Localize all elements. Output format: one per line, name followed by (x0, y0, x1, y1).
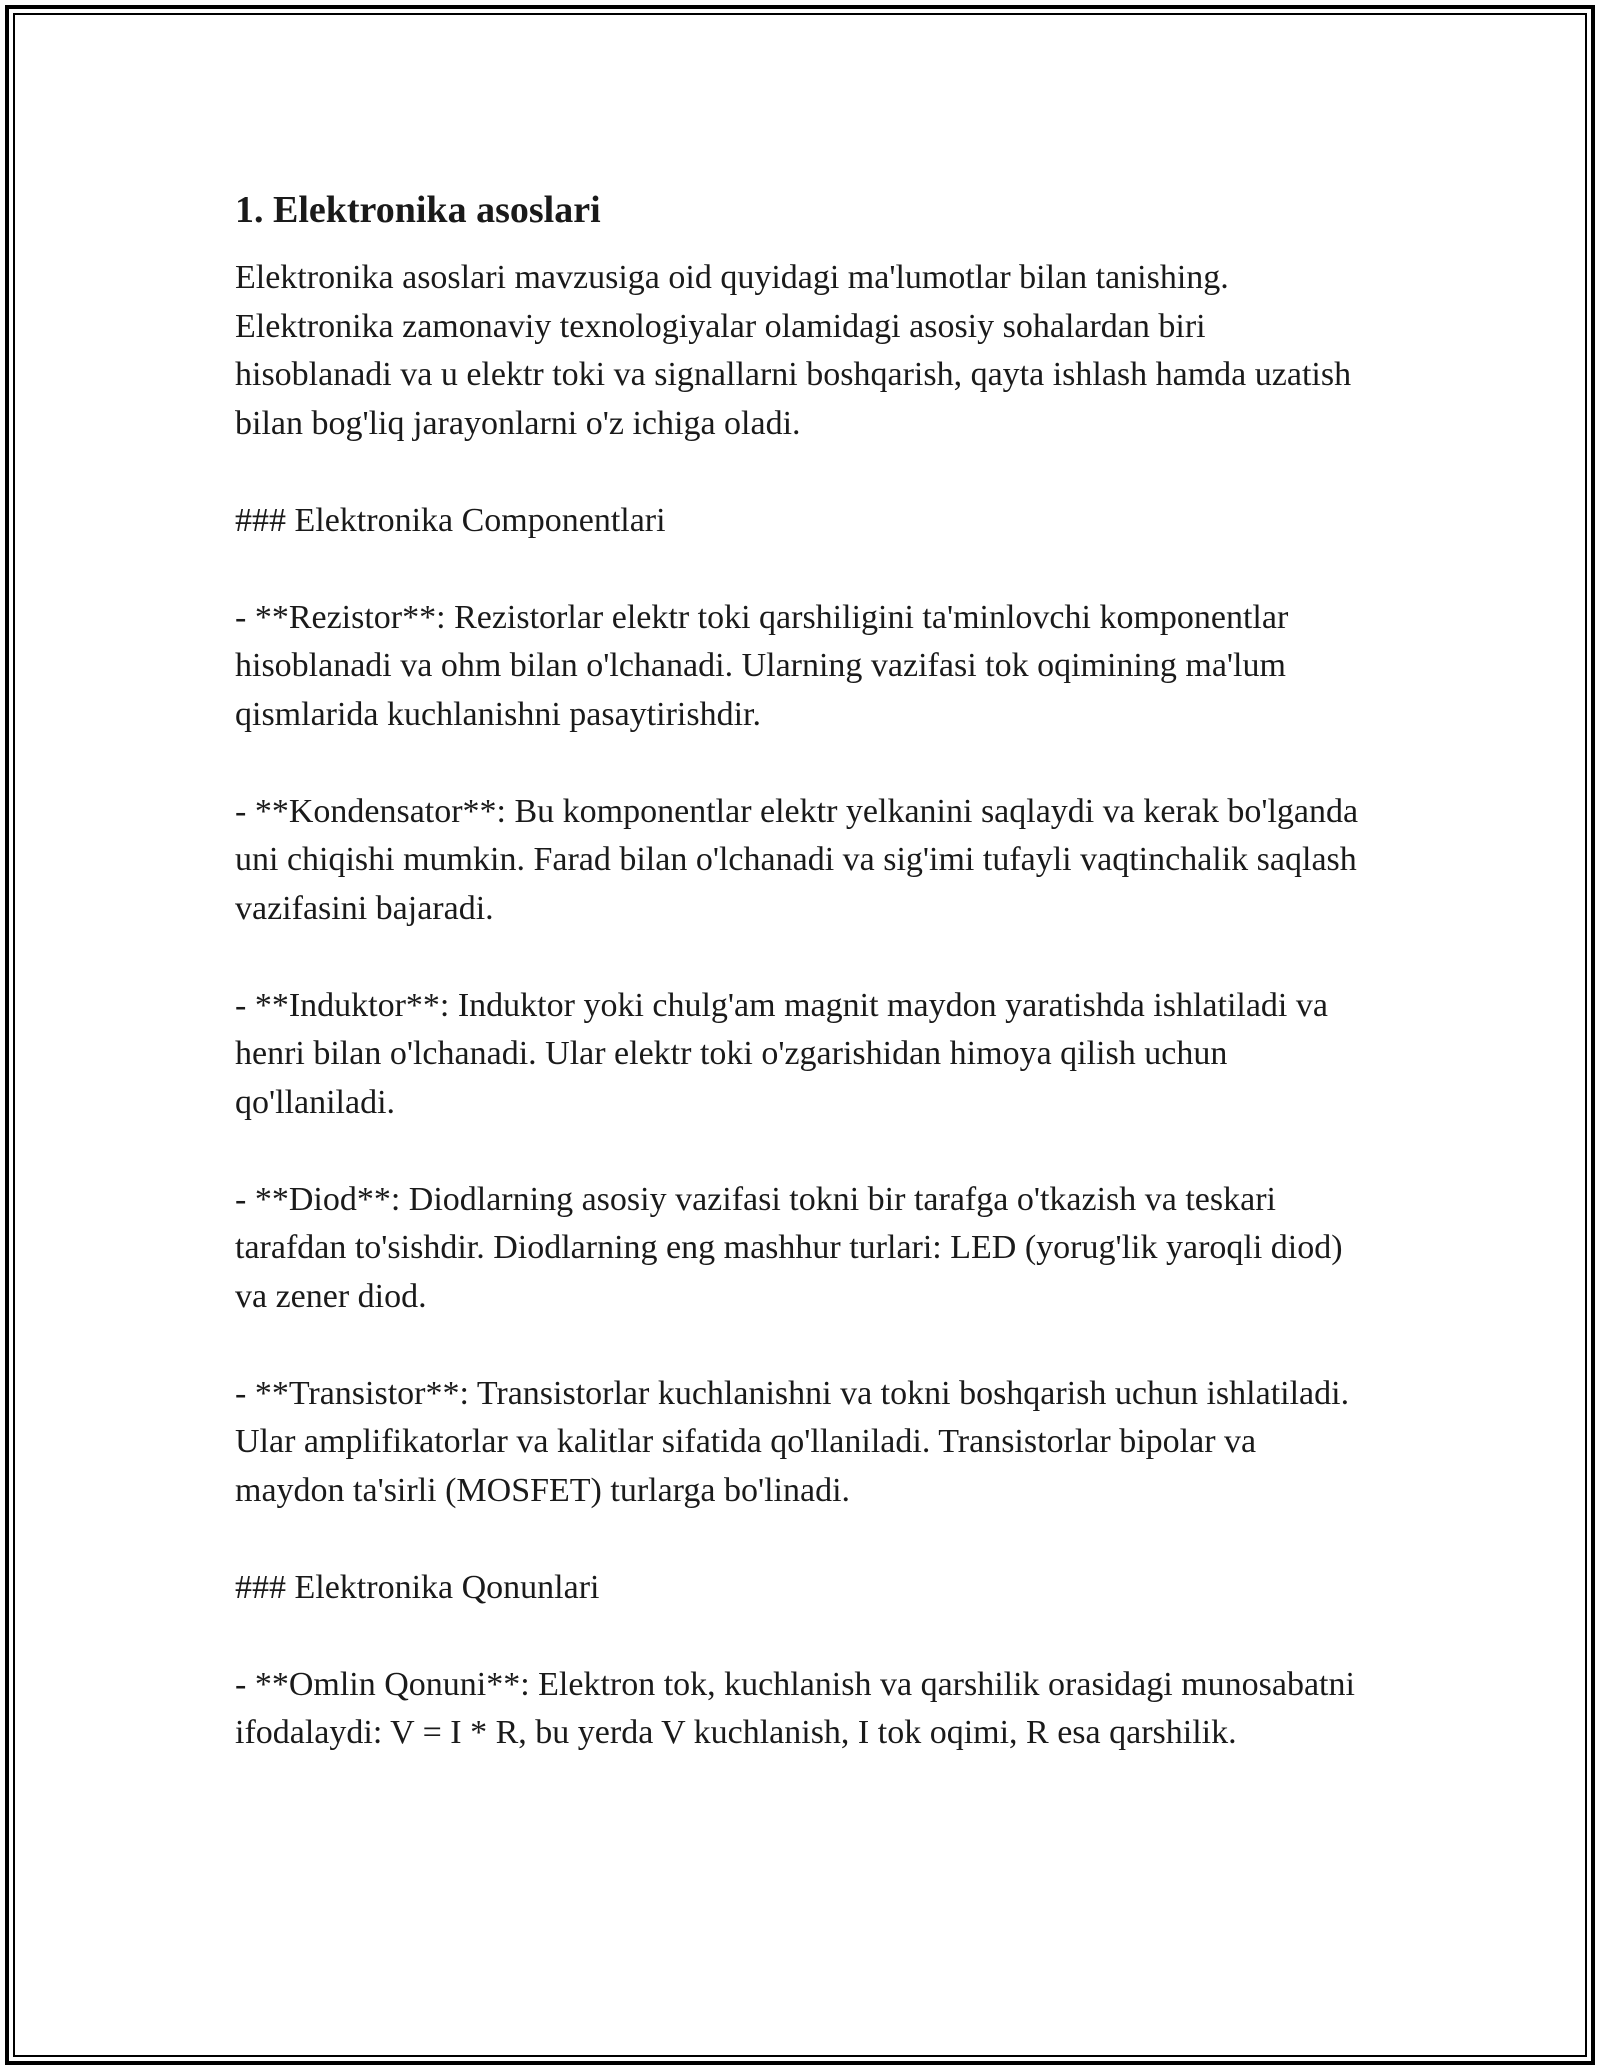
intro-paragraph: Elektronika asoslari mavzusiga oid quyidagi ma'lumotlar bilan tanishing. Elektronika zamonaviy texnologiyalar olamidagi asosiy sohalardan biri hisoblanadi va u elektr toki va signallarni boshqarish, qayta ishlash hamda uzatish bilan bog'liq jarayonlarni o'z ichiga oladi. (235, 259, 1360, 442)
list-item-diod: - **Diod**: Diodlarning asosiy vazifasi tokni bir tarafga o'tkazish va teskari tarafdan to'sishdir. Diodlarning eng mashhur turlari: LED (yorug'lik yaroqli diod) va zener diod. (235, 1180, 1352, 1315)
document-body (235, 186, 1365, 1758)
section-heading-components: ### Elektronika Componentlari (235, 501, 666, 539)
list-item-kondensator: - **Kondensator**: Bu komponentlar elektr yelkanini saqlaydi va kerak bo'lganda uni chiqishi mumkin. Farad bilan o'lchanadi va sig'imi tufayli vaqtinchalik saqlash vazifasini bajaradi. (235, 792, 1367, 927)
list-item-omlin-qonuni: - **Omlin Qonuni**: Elektron tok, kuchlanish va qarshilik orasidagi munosabatni ifodalaydi: V = I * R, bu yerda V kuchlanish, I tok oqimi, R esa qarshilik. (235, 1665, 1364, 1751)
section-heading-laws: ### Elektronika Qonunlari (235, 1568, 600, 1606)
document-title: 1. Elektronika asoslari (235, 189, 601, 231)
list-item-induktor: - **Induktor**: Induktor yoki chulg'am magnit maydon yaratishda ishlatiladi va henri bilan o'lchanadi. Ular elektr toki o'zgarishidan himoya qilish uchun qo'llaniladi. (235, 986, 1337, 1121)
list-item-rezistor: - **Rezistor**: Rezistorlar elektr toki qarshiligini ta'minlovchi komponentlar hisoblanadi va ohm bilan o'lchanadi. Ularning vazifasi tok oqimining ma'lum qismlarida kuchlanishni pasaytirishdir. (235, 598, 1297, 733)
list-item-transistor: - **Transistor**: Transistorlar kuchlanishni va tokni boshqarish uchun ishlatiladi. Ular amplifikatorlar va kalitlar sifatida qo'llaniladi. Transistorlar bipolar va maydon ta'sirli (MOSFET) turlarga bo'linadi. (235, 1374, 1358, 1509)
